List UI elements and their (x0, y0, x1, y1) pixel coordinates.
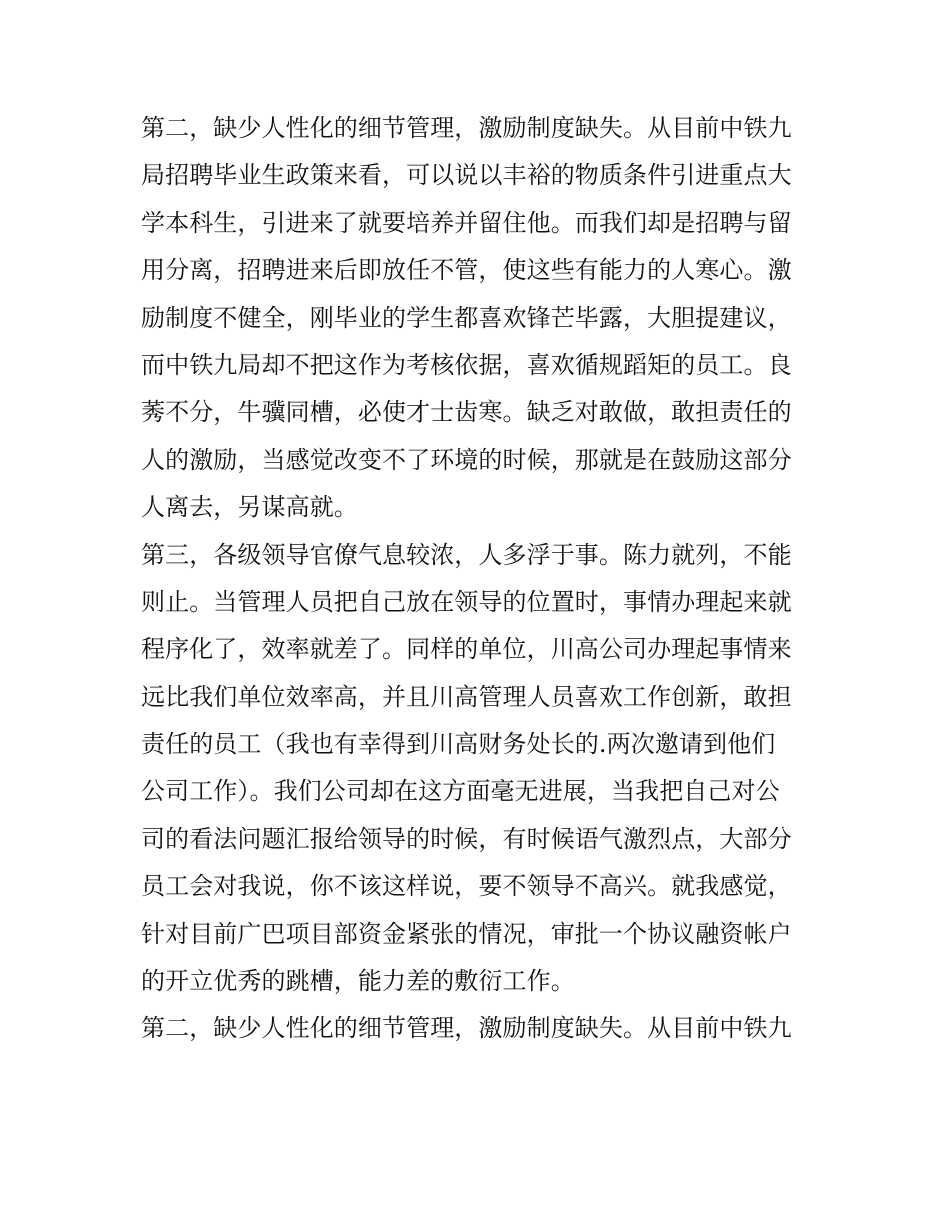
body-text (141, 105, 821, 1053)
text-line: 的开立优秀的跳槽，能力差的敷衍工作。 (141, 967, 575, 996)
text-line: 公司工作）。我们公司却在这方面毫无进展，当我把自己对公 (141, 777, 780, 806)
text-line: 人离去，另谋高就。 (141, 493, 358, 522)
text-line: 学本科生，引进来了就要培养并留住他。而我们却是招聘与留 (141, 208, 792, 237)
text-line: 第二，缺少人性化的细节管理，激励制度缺失。从目前中铁九 (141, 114, 792, 142)
text-line: 程序化了，效率就差了。同样的单位，川高公司办理起事情来 (141, 635, 792, 664)
text-line: 责任的员工（我也有幸得到川高财务处长的.两次邀请到他们 (141, 730, 776, 759)
text-line: 莠不分，牛骥同槽，必使才士齿寒。缺乏对敢做，敢担责任的 (141, 398, 792, 427)
text-line: 人的激励，当感觉改变不了环境的时候，那就是在鼓励这部分 (141, 445, 792, 474)
text-line: 励制度不健全，刚毕业的学生都喜欢锋芒毕露，大胆提建议， (141, 303, 792, 332)
text-line: 则止。当管理人员把自己放在领导的位置时，事情办理起来就 (141, 587, 792, 616)
text-line: 第二，缺少人性化的细节管理，激励制度缺失。从目前中铁九 (141, 1014, 792, 1043)
text-line: 员工会对我说，你不该这样说，要不领导不高兴。就我感觉， (141, 872, 792, 901)
text-line: 第三，各级领导官僚气息较浓，人多浮于事。陈力就列，不能 (141, 540, 792, 569)
text-line: 司的看法问题汇报给领导的时候，有时候语气激烈点，大部分 (141, 824, 792, 853)
text-line: 而中铁九局却不把这作为考核依据，喜欢循规蹈矩的员工。良 (141, 350, 792, 379)
text-line: 针对目前广巴项目部资金紧张的情况，审批一个协议融资帐户 (141, 919, 792, 948)
text-line: 远比我们单位效率高，并且川高管理人员喜欢工作创新，敢担 (141, 682, 792, 711)
text-line: 局招聘毕业生政策来看，可以说以丰裕的物质条件引进重点大 (141, 161, 792, 190)
text-line: 用分离，招聘进来后即放任不管，使这些有能力的人寒心。激 (141, 256, 792, 285)
